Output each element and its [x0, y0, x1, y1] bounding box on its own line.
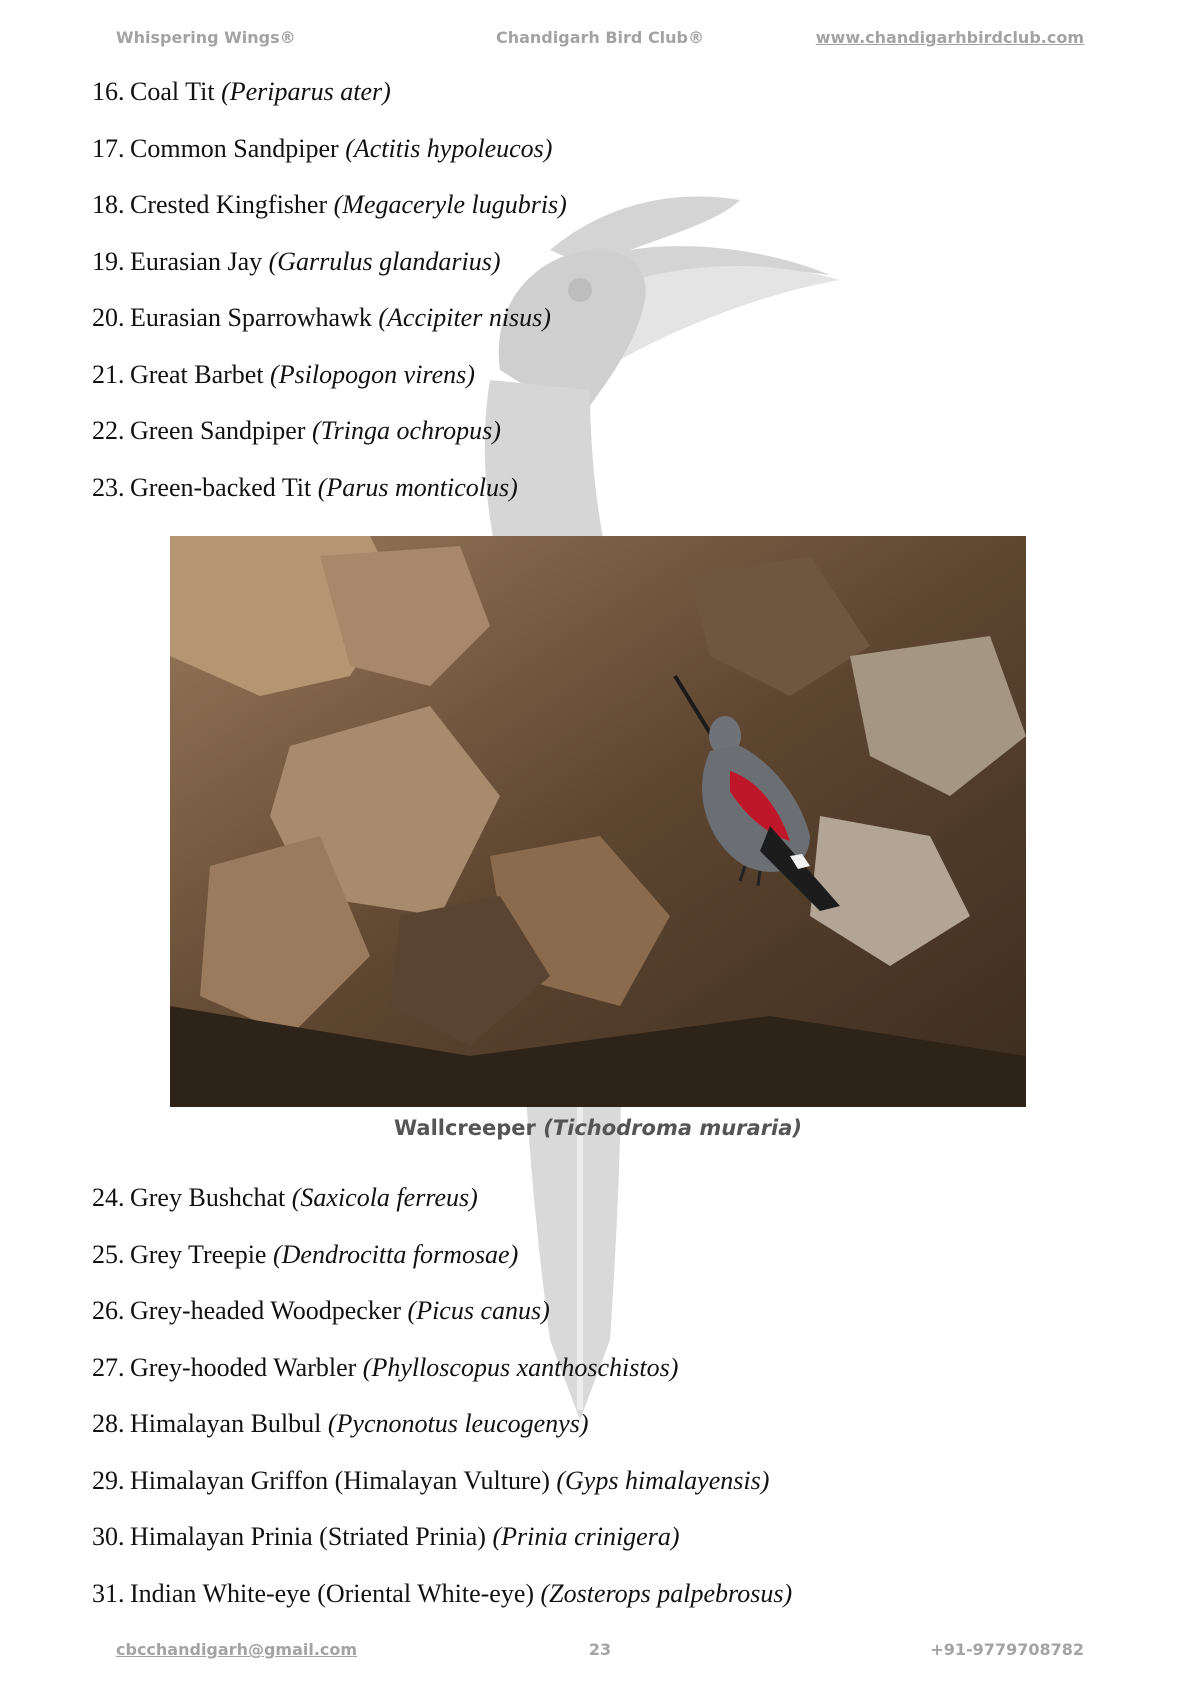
bird-photo-illustration [170, 536, 1026, 1107]
email-link[interactable]: cbcchandigarh@gmail.com [116, 1640, 358, 1659]
list-item: 25. Grey Treepie (Dendrocitta formosae) [92, 1239, 519, 1269]
list-item: 21. Great Barbet (Psilopogon virens) [92, 359, 475, 389]
phone-number: +91-9779708782 [930, 1640, 1084, 1659]
club-name: Chandigarh Bird Club® [495, 28, 705, 47]
caption-common-name: Wallcreeper [393, 1116, 536, 1140]
website-link[interactable]: www.chandigarhbirdclub.com [815, 28, 1084, 47]
page-number: 23 [588, 1640, 612, 1659]
list-item: 22. Green Sandpiper (Tringa ochropus) [92, 416, 501, 445]
caption-scientific-name: (Tichodroma muraria) [543, 1116, 803, 1140]
publication-name: Whispering Wings® [116, 28, 296, 47]
list-item: 17. Common Sandpiper (Actitis hypoleucos) [92, 133, 553, 163]
list-item: 30. Himalayan Prinia (Striated Prinia) (Prinia crinigera) [92, 1522, 680, 1551]
species-list-bottom [92, 1170, 792, 1622]
wallcreeper-photo [170, 536, 1026, 1107]
list-item: 24. Grey Bushchat (Saxicola ferreus) [92, 1183, 478, 1212]
list-item: 16. Coal Tit (Periparus ater) [92, 77, 391, 106]
list-item: 26. Grey-headed Woodpecker (Picus canus) [92, 1296, 550, 1325]
list-item: 29. Himalayan Griffon (Himalayan Vulture) (Gyps himalayensis) [92, 1465, 770, 1495]
list-item: 27. Grey-hooded Warbler (Phylloscopus xanthoschistos) [92, 1352, 679, 1382]
photo-caption [170, 1116, 1026, 1140]
list-item: 19. Eurasian Jay (Garrulus glandarius) [92, 246, 501, 276]
list-item: 20. Eurasian Sparrowhawk (Accipiter nisus) [92, 303, 551, 332]
list-item: 31. Indian White-eye (Oriental White-eye) (Zosterops palpebrosus) [92, 1578, 793, 1608]
page-footer [116, 1640, 1084, 1659]
list-item: 28. Himalayan Bulbul (Pycnonotus leucogenys) [92, 1409, 589, 1438]
species-list-top [92, 64, 567, 516]
list-item: 18. Crested Kingfisher (Megaceryle lugubris) [92, 190, 567, 219]
page-header [116, 28, 1084, 47]
list-item: 23. Green-backed Tit (Parus monticolus) [92, 472, 518, 502]
